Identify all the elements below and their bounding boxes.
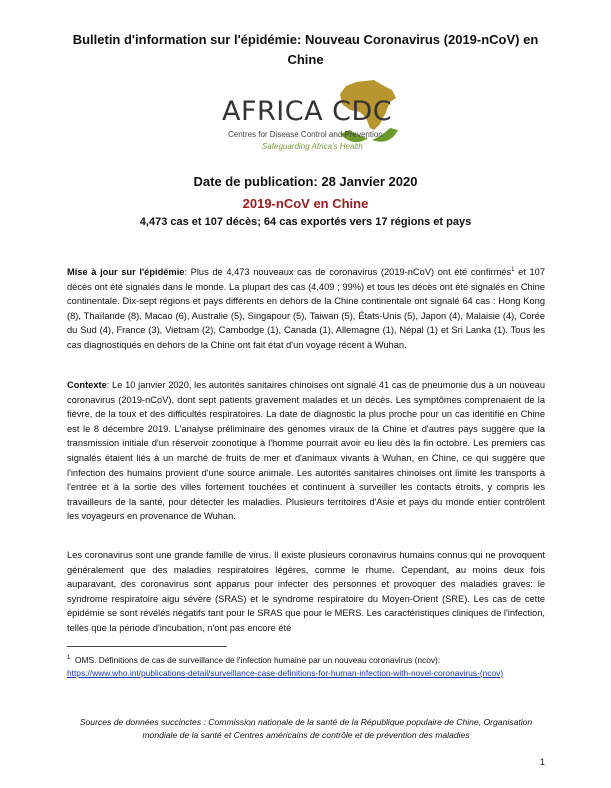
context-text: : Le 10 janvier 2020, les autorités sanitaires chinoises ont signalé 41 cas de pneumonie dus à un nouveau coronavirus (2019-nCoV), dont sept patients gravement malades et un décès. Les symptômes comprenaient de la fièvre, de la toux et des difficultés respiratoires. La date de diagnostic la plus proche pour un cas identifié en Chine est le 8 décembre 2019. L'analyse préliminaire des génomes viraux de la Chine et d'autres pays suggère que la transmission initiale d'un réservoir zoonotique à l'homme pourrait avoir eu lieu dès la fin octobre. Les premiers cas signalés étaient liés à un marché de fruits de mer et d'animaux vivants à Wuhan, en Chine, ce qui suggère que l'infection des humains provient d'une source animale. Les autorités sanitaires chinoises ont limité les transports à l'entrée et à la sortie des villes fortement touchées et continuent à surveiller les contacts étroits, y compris les travailleurs de la santé, pour détecter les maladies. Plusieurs territoires d'Asie et pays du monde entier contrôlent les voyageurs en provenance de Wuhan. (67, 380, 545, 522)
case-summary: 4,473 cas et 107 décès; 64 cas exportés vers 17 régions et pays (139, 216, 472, 228)
footnote-divider (67, 646, 227, 647)
section-title: 2019-nCoV en Chine (242, 196, 369, 211)
paragraph-context (67, 378, 545, 524)
footnote (67, 654, 545, 679)
sources-note: Sources de données succinctes : Commission nationale de la santé de la République populaire de Chine, Organisation mondiale de la santé et Centres américains de contrôle et de prévention des maladies (79, 717, 533, 740)
paragraph-update (67, 265, 545, 353)
bulletin-title: Bulletin d'information sur l'épidémie: Nouveau Coronavirus (2019-nCoV) en Chine (72, 32, 539, 67)
africa-cdc-logo (222, 78, 412, 170)
context-label: Contexte (67, 380, 107, 390)
update-label: Mise à jour sur l'épidémie (67, 267, 185, 277)
update-text-b: et 107 décès ont été signalés dans le monde. La plupart des cas (4,409 ; 99%) et tous les décès ont été signalés en Chine continentale. Dix-sept régions et pays différents en dehors de la Chine continentale ont signalé 64 cas : Hong Kong (8), Thaïlande (8), Macao (6), Australie (5), Singapour (5), Taiwan (5), États-Unis (5), Japon (4), Malaisie (4), Corée du Sud (4), France (3), Vietnam (2), Cambodge (1), Canada (1), Allemagne (1), Népal (1) et Sri Lanka (1). Tous les cas diagnostiqués en dehors de la Chine ont fait état d'un voyage récent à Wuhan. (67, 267, 545, 350)
logo-name: AFRICA CDC (222, 96, 393, 127)
footnote-link[interactable]: https://www.who.int/publications-detail/surveillance-case-definitions-for-human-infection-with-novel-coronavirus-(ncov) (67, 667, 504, 678)
paragraph-coronavirus: Les coronavirus sont une grande famille de virus. Il existe plusieurs coronavirus humains connus qui ne provoquent généralement que des maladies respiratoires légères, comme le rhume. Cependant, au moins deux fois auparavant, des coronavirus sont apparus pour infecter des personnes et provoquer des maladies graves: le syndrome respiratoire aigu sévère (SRAS) et le syndrome respiratoire du Moyen-Orient (SRE). Les cas de cette épidémie se sont révélés négatifs tant pour le SRAS que pour le MERS. Les caractéristiques cliniques de l'infection, telles que la période d'incubation, n'ont pas encore été (67, 550, 545, 633)
page-number: 1 (540, 757, 546, 767)
logo-subtitle: Centres for Disease Control and Prevention (228, 130, 383, 139)
publication-date: Date de publication: 28 Janvier 2020 (193, 174, 418, 189)
footnote-text: OMS. Définitions de cas de surveillance de l'infection humaine par un nouveau coronavirus (ncov): (75, 655, 441, 665)
update-text-a: : Plus de 4,473 nouveaux cas de coronavirus (2019-nCoV) ont été confirmés (184, 267, 512, 277)
footnote-mark: 1 (67, 655, 71, 662)
footnote-ref[interactable]: 1 (511, 266, 515, 273)
logo-tagline: Safeguarding Africa's Health (262, 142, 363, 151)
